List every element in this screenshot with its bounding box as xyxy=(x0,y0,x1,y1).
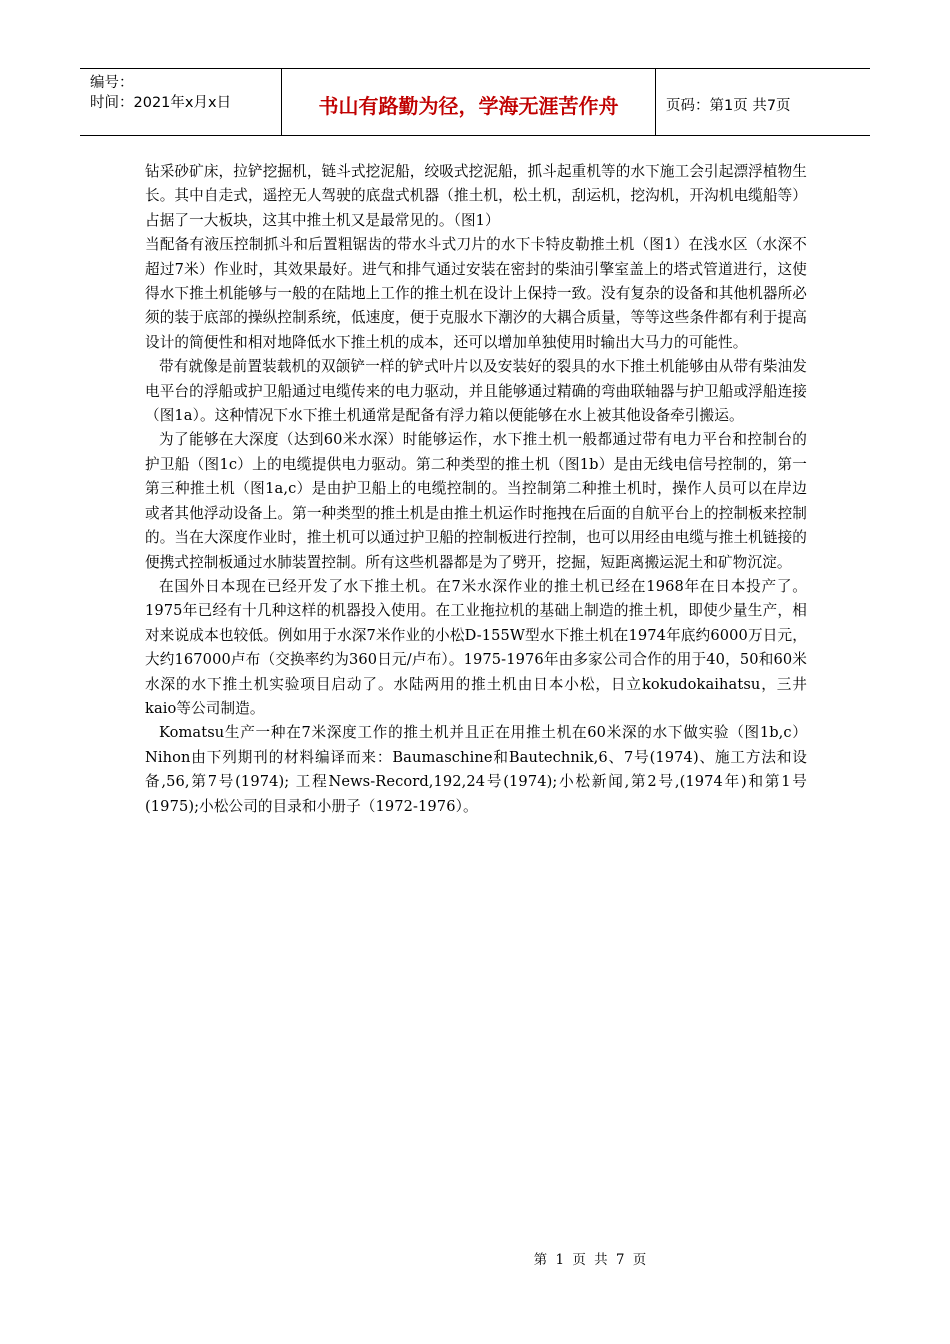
document-time-label: 时间：2021年x月x日 xyxy=(90,95,232,111)
document-body xyxy=(145,160,807,819)
paragraph-5: 在国外日本现在已经开发了水下推土机。在7米水深作业的推土机已经在1968年在日本投产了。1975年已经有十几种这样的机器投入使用。在工业拖拉机的基础上制造的推土机，即使少量生产，相对来说成本也较低。例如用于水深7米作业的小松D-155W型水下推土机在1974年底约6000万日元，大约167000卢布（交换率约为360日元/卢布）。1975-1976年由多家公司合作的用于40，50和60米水深的水下推土机实验项目启动了。水陆两用的推土机由日本小松，日立kokudokaihatsu，三井kaio等公司制造。 xyxy=(145,577,807,717)
header-page-cell xyxy=(656,69,870,135)
header-motto-cell xyxy=(282,69,656,135)
paragraph-4: 为了能够在大深度（达到60米水深）时能够运作，水下推土机一般都通过带有电力平台和控制台的护卫船（图1c）上的电缆提供电力驱动。第二种类型的推土机（图1b）是由无线电信号控制的，第一第三种推土机（图1a,c）是由护卫船上的电缆控制的。当控制第二种推土机时，操作人员可以在岸边或者其他浮动设备上。第一种类型的推土机是由推土机运作时拖拽在后面的自航平台上的控制板来控制的。当在大深度作业时，推土机可以通过护卫船的控制板进行控制，也可以用经由电缆与推土机链接的便携式控制板通过水肺装置控制。所有这些机器都是为了劈开，挖掘，短距离搬运泥土和矿物沉淀。 xyxy=(145,431,807,571)
header-page-info: 页码：第1页 共7页 xyxy=(666,97,791,114)
paragraph-2: 当配备有液压控制抓斗和后置粗锯齿的带水斗式刀片的水下卡特皮勒推土机（图1）在浅水区（水深不超过7米）作业时，其效果最好。进气和排气通过安装在密封的柴油引擎室盖上的塔式管道进行，这使得水下推土机能够与一般的在陆地上工作的推土机在设计上保持一致。没有复杂的设备和其他机器所必须的装于底部的操纵控制系统，低速度，便于克服水下潮汐的大耦合质量，等等这些条件都有利于提高设计的简便性和相对地降低水下推土机的成本，还可以增加单独使用时输出大马力的可能性。 xyxy=(145,236,807,351)
paragraph-6: Komatsu生产一种在7米深度工作的推土机并且正在用推土机在60米深的水下做实验（图1b,c）Nihon由下列期刊的材料编译而来：Baumaschine和Bautechnik,6、7号(1974)、施工方法和设备,56,第7号(1974); 工程News-Record,192,24号(1974);小松新闻,第2号,(1974年)和第1号(1975);小松公司的目录和小册子（1972-1976）。 xyxy=(145,724,807,815)
paragraph-1: 钻采砂矿床，拉铲挖掘机，链斗式挖泥船，绞吸式挖泥船，抓斗起重机等的水下施工会引起漂浮植物生长。其中自走式，遥控无人驾驶的底盘式机器（推土机，松土机，刮运机，挖沟机，开沟机电缆船等）占据了一大板块，这其中推土机又是最常见的。（图1） xyxy=(145,163,807,229)
paragraph-3: 带有就像是前置装载机的双颌铲一样的铲式叶片以及安装好的裂具的水下推土机能够由从带有柴油发电平台的浮船或护卫船通过电缆传来的电力驱动，并且能够通过精确的弯曲联轴器与护卫船或浮船连接（图1a）。这种情况下水下推土机通常是配备有浮力箱以便能够在水上被其他设备牵引搬运。 xyxy=(145,358,807,425)
document-number-label: 编号： xyxy=(90,75,134,91)
page-footer xyxy=(0,1248,950,1268)
footer-page-number: 第 1 页 共 7 页 xyxy=(533,1252,647,1268)
header-table xyxy=(80,68,870,136)
header-motto: 书山有路勤为径，学海无涯苦作舟 xyxy=(318,93,619,118)
header-meta-cell xyxy=(80,69,282,135)
